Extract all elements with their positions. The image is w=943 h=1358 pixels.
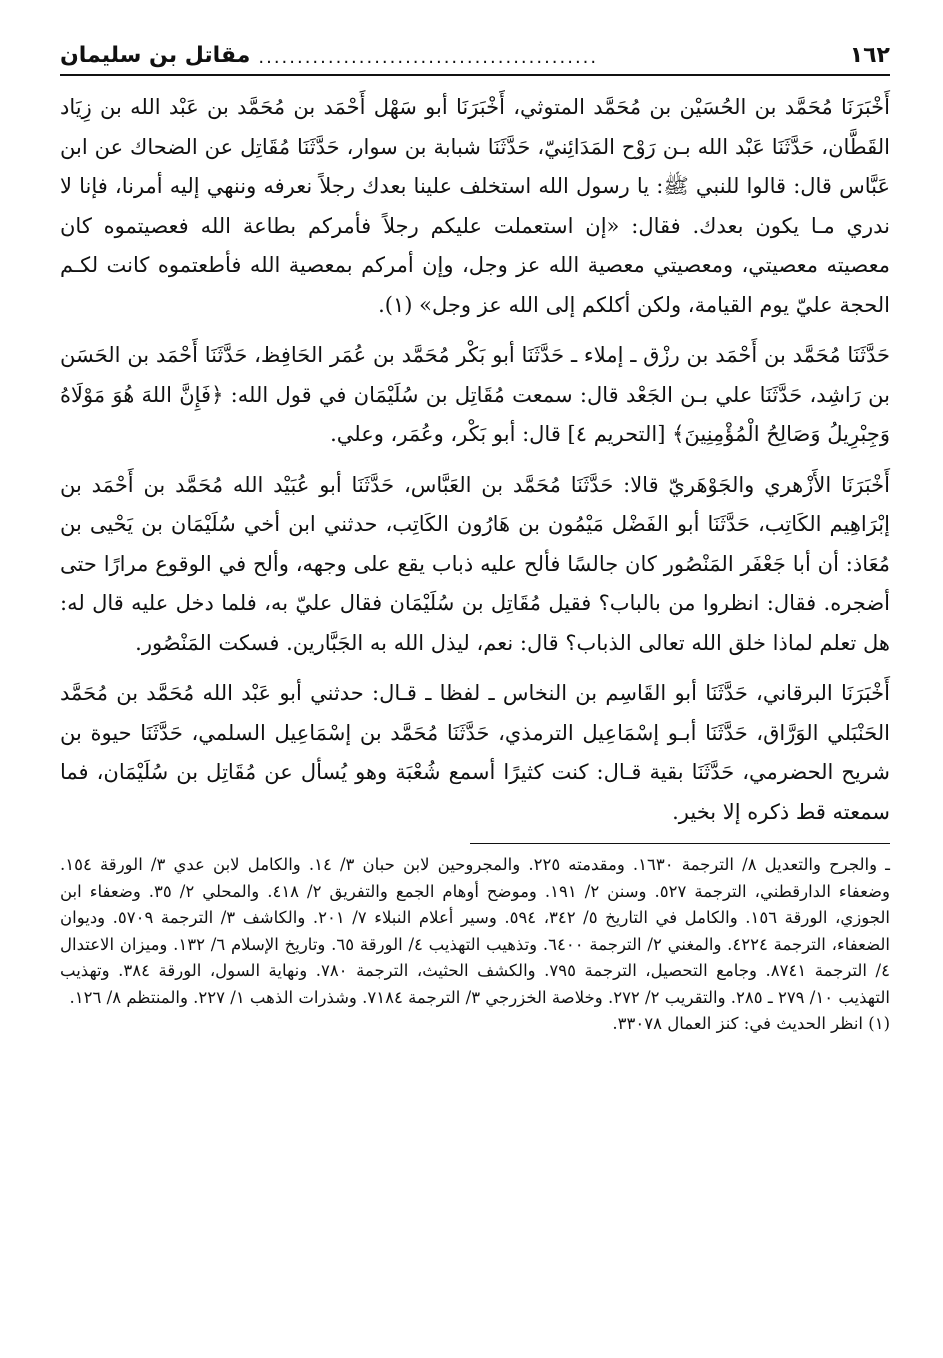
running-header	[60, 43, 598, 68]
paragraph: حَدَّثَنَا مُحَمَّد بن أَحْمَد بن رزْق ـ إملاء ـ حَدَّثَنَا أبو بَكْر مُحَمَّد بن عُمَر الحَافِظ، حَدَّثَنَا أَحْمَد بن الحَسَن بن رَاشِد، حَدَّثَنَا علي بـن الجَعْد قال: سمعت مُقَاتِل بن سُلَيْمَان في قول الله: ﴿فَإِنَّ اللهَ هُوَ مَوْلَاهُ وَجِبْرِيلُ وَصَالِحُ الْمُؤْمِنِينَ﴾ [التحريم ٤] قال: أبو بَكْر، وعُمَر، وعلي.	[60, 343, 890, 446]
footnote-divider	[470, 843, 890, 844]
footnote-1: (١) انظر الحديث في: كنز العمال ٣٣٠٧٨.	[612, 1014, 890, 1033]
footnote-continuation: ـ والجرح والتعديل ٨/ الترجمة ١٦٣٠. ومقدمته ٢٢٥. والمجروحين لابن حبان ٣/ ١٤. والكامل لابن عدي ٣/ الورقة ١٥٤. وضعفاء الدارقطني، الترجمة ٥٢٧. وسنن ٢/ ١٩١. وموضح أوهام الجمع والتفريق ٢/ ٤١٨. والمحلي ٢/ ٣٥. وضعفاء ابن الجوزي، الورقة ١٥٦. والكامل في التاريخ ٥/ ٣٤٢، ٥٩٤. وسير أعلام النبلاء ٧/ ٢٠١. والكاشف ٣/ الترجمة ٥٧٠٩. وديوان الضعفاء، الترجمة ٤٢٢٤. والمغني ٢/ الترجمة ٦٤٠٠. وتذهيب التهذيب ٤/ الورقة ٦٥. وتاريخ الإسلام ٦/ ١٣٢. وميزان الاعتدال ٤/ الترجمة ٨٧٤١. وجامع التحصيل، الترجمة ٧٩٥. والكشف الحثيث، الترجمة ٧٨٠. ونهاية السول، الورقة ٣٨٤. وتهذيب التهذيب ١٠/ ٢٧٩ ـ ٢٨٥. والتقريب ٢/ ٢٧٢. وخلاصة الخزرجي ٣/ الترجمة ٧١٨٤. وشذرات الذهب ١/ ٢٢٧. والمنتظم ٨/ ١٢٦.	[60, 855, 891, 1007]
page-number: ١٦٢	[849, 43, 890, 68]
paragraph: أَخْبَرَنَا مُحَمَّد بن الحُسَيْن بن مُحَمَّد المتوثي، أَخْبَرَنَا أبو سَهْل أَحْمَد بن مُحَمَّد بن عَبْد الله بن زِيَاد القَطَّان، حَدَّثَنَا عَبْد الله بـن رَوْح المَدَائِنيّ، حَدَّثَنَا شبابة بن سوار، حَدَّثَنَا مُقَاتِل عن الضحاك عن ابن عَبَّاس قال: قالوا للنبي ﷺ: يا رسول الله استخلف علينا بعدك رجلاً نعرفه وننهي إليه أمرنا، فإنا لا ندري مـا يكون بعدك. فقال: «إن استعملت عليكم رجلاً فأمركم بطاعة الله فعصيتموه كان معصيته معصيتي، ومعصيتي معصية الله عز وجل، وإن أمركم بمعصية الله فأطعتموه كانت لكـم الحجة عليّ يوم القيامة، ولكن أكلكم إلى الله عز وجل» (١).	[60, 95, 890, 317]
leader-dots: ............................................	[258, 47, 599, 68]
paragraph: أَخْبَرَنَا البرقاني، حَدَّثَنَا أبو القَاسِم بن النخاس ـ لفظا ـ قـال: حدثني أبو عَبْد الله مُحَمَّد بن مُحَمَّد الحَنْبَلي الوَرَّاق، حَدَّثَنَا أبـو إسْمَاعِيل الترمذي، حَدَّثَنَا مُحَمَّد بن إسْمَاعِيل السلمي، حَدَّثَنَا حيوة بن شريح الحضرمي، حَدَّثَنَا بقية قـال: كنت كثيرًا أسمع شُعْبَة وهو يُسأل عن مُقَاتِل بن سُلَيْمَان، فما سمعته قط ذكره إلا بخير.	[60, 681, 890, 824]
book-page	[60, 28, 890, 1038]
main-text	[60, 88, 890, 832]
paragraph: أَخْبَرَنَا الأَزْهري والجَوْهَريّ قالا: حَدَّثَنَا مُحَمَّد بن العَبَّاس، حَدَّثَنَا أبو عُبَيْد الله مُحَمَّد بن أَحْمَد بن إبْرَاهِيم الكَاتِب، حَدَّثَنَا أبو الفَضْل مَيْمُون بن هَارُون الكَاتِب، حدثني ابن أخي سُلَيْمَان بن يَحْيى بن مُعَاذ: أن أبا جَعْفَر المَنْصُور كان جالسًا فألح عليه ذباب يقع على وجهه، وألح في الوقوع مرارًا حتى أضجره. فقال: انظروا من بالباب؟ فقيل مُقَاتِل بن سُلَيْمَان فقال عليّ به، فلما دخل عليه قال له: هل تعلم لماذا خلق الله تعالى الذباب؟ قال: نعم، ليذل الله به الجَبَّارين. فسكت المَنْصُور.	[60, 472, 890, 655]
page-header	[60, 28, 890, 76]
running-title: مقاتل بن سليمان	[60, 43, 251, 68]
footnotes	[60, 852, 890, 1038]
